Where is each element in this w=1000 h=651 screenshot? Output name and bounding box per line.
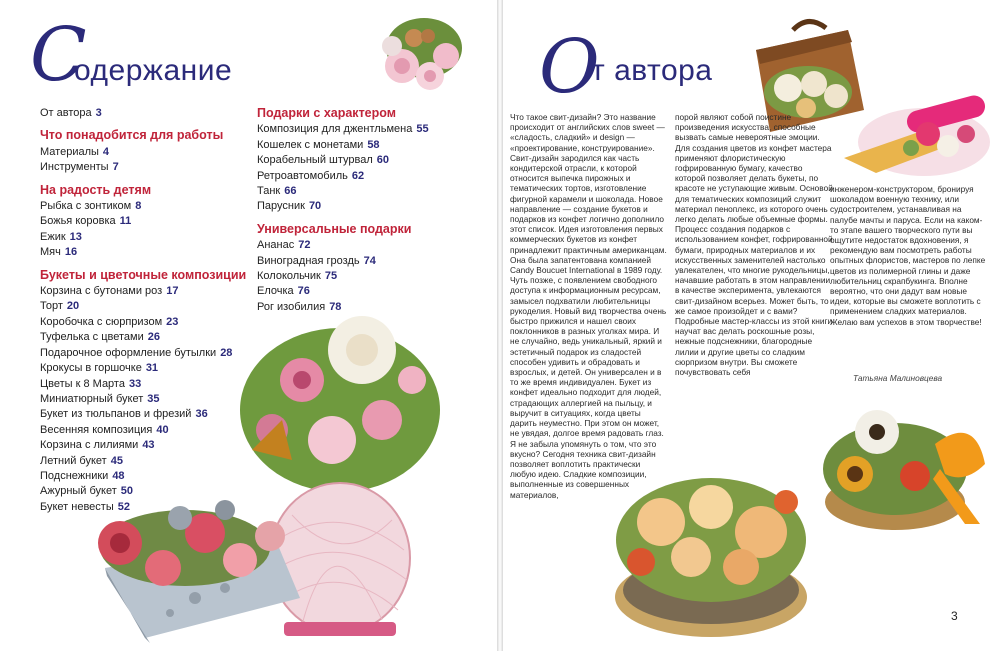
toc-entry[interactable]: [40, 407, 255, 422]
toc-page-number: 72: [298, 239, 311, 252]
candy-box-photo: [75, 488, 305, 643]
toc-section-heading: Универсальные подарки: [257, 221, 412, 236]
toc-entry-label: Туфелька с цветами: [40, 331, 144, 344]
toc-page-number: 31: [145, 362, 159, 375]
title-initial: С: [30, 12, 87, 98]
toc-entry[interactable]: [40, 361, 255, 376]
toc-page-number: 60: [376, 154, 390, 167]
tray-bouquet-photo: [611, 462, 816, 642]
toc-entry[interactable]: [40, 160, 255, 175]
toc-entry[interactable]: [40, 299, 255, 314]
toc-entry[interactable]: [257, 238, 457, 253]
toc-entry-label: Весенняя композиция: [40, 423, 153, 436]
toc-entry-label: От автора: [40, 107, 92, 119]
toc-page-number: 62: [351, 169, 365, 182]
page-title: т автора: [591, 54, 713, 87]
toc-entry[interactable]: [40, 145, 255, 160]
toc-entry[interactable]: [40, 346, 255, 361]
toc-entry-label: Корабельный штурвал: [257, 154, 373, 167]
toc-entry[interactable]: [40, 106, 255, 121]
toc-entry-label: Танк: [257, 185, 281, 198]
toc-entry-label: Парусник: [257, 200, 305, 213]
toc-entry-label: Букет из тюльпанов и фрезий: [40, 408, 192, 421]
toc-entry[interactable]: [40, 199, 255, 214]
toc-entry[interactable]: [257, 153, 457, 168]
right-page: [503, 0, 1000, 651]
toc-page-number: 66: [284, 185, 297, 198]
toc-entry-label: Торт: [40, 300, 63, 313]
toc-page-number: 78: [329, 300, 342, 313]
toc-entry-label: Колокольчик: [257, 270, 321, 283]
toc-page-number: 4: [102, 145, 110, 158]
sunflower-bouquet-photo: [815, 384, 995, 534]
toc-entry-label: Материалы: [40, 145, 99, 158]
toc-entry[interactable]: [257, 169, 457, 184]
toc-entry-label: Подарочное оформление бутылки: [40, 346, 217, 359]
toc-entry-label: Корзина с лилиями: [40, 439, 139, 452]
small-bouquet-photo: [372, 8, 472, 108]
toc-page-number: 11: [119, 215, 132, 228]
toc-entry[interactable]: [40, 214, 255, 229]
toc-entry-label: Рог изобилия: [257, 300, 326, 313]
toc-entry[interactable]: [40, 245, 255, 260]
toc-entry[interactable]: [257, 269, 457, 284]
toc-page-number: 13: [69, 230, 82, 243]
toc-page-number: 50: [120, 485, 134, 498]
toc-entry[interactable]: [40, 330, 255, 345]
toc-entry-label: Елочка: [257, 285, 294, 298]
toc-entry[interactable]: [257, 122, 457, 137]
toc-entry[interactable]: [40, 284, 255, 299]
toc-page-number: 55: [416, 123, 429, 136]
toc-entry-label: Цветы к 8 Марта: [40, 377, 125, 390]
toc-page-number: 76: [297, 285, 310, 298]
toc-entry-label: Ретроавтомобиль: [257, 169, 348, 182]
page-number: 3: [951, 609, 958, 623]
article-column-2: порой являют собой поистине произведения искусства, способные вызвать самые невероятные эмоции. Для создания цветов из конфет мастера применяют флористическую гофрированную бумагу, качество которой позволяет делать букеты, по красоте не уступающие живым. Основой для тематических композиций служит материал пеноплекс, из которого очень легко делать любые объемные формы. Процесс создания подарков с использованием конфет, гофрированной бумаги, природных материалов и их искусственных заменителей настолько увлекателен, что многие рукодельницы, начавшие работать в этом направлении в качестве эксперимента, увлекаются свит-дизайном всерьез. Может быть, то же самое произойдет и с вами? Подробные мастер-классы из этой книги научат вас делать роскошные розы, нежные подснежники, благородные лилии и другие цветы со сладким сюрпризом внутри. Вы сможете почувствовать себя: [675, 112, 833, 378]
article-column-3: инженером-конструктором, бронируя шоколадом военную технику, или судостроителем, устанавливая на палубе мачты и паруса. Если на каком-то этапе вашего творческого пути вы ощутите недостаток вдохновения, я рекомендую вам посмотреть работы опытных флористов, мастеров по лепке цветов из полимерной глины и даже любительниц скрапбукинга. Вполне вероятно, что они дадут вам новые идеи, которые вы сможете воплотить с применением сладких материалов. Желаю вам успехов в этом творчестве!: [830, 184, 986, 327]
toc-page-number: 40: [156, 423, 169, 436]
quill-composition-photo: [836, 88, 991, 180]
toc-entry-label: Букет невесты: [40, 500, 114, 513]
toc-entry-label: Виноградная гроздь: [257, 254, 360, 267]
toc-page-number: 58: [367, 138, 380, 151]
toc-entry[interactable]: [257, 184, 457, 199]
toc-entry[interactable]: [40, 377, 255, 392]
toc-entry-label: Рыбка с зонтиком: [40, 200, 132, 213]
toc-entry-label: Ананас: [257, 239, 295, 252]
toc-section-heading: Букеты и цветочные композиции: [40, 267, 247, 282]
toc-entry-label: Ежик: [40, 230, 66, 243]
toc-column-2: [257, 106, 457, 315]
toc-page-number: 74: [363, 254, 376, 267]
toc-entry-label: Инструменты: [40, 161, 109, 174]
toc-entry-label: Ажурный букет: [40, 485, 117, 498]
author-signature: Татьяна Малиновцева: [853, 373, 943, 383]
page-title: одержание: [74, 54, 233, 87]
toc-entry[interactable]: [257, 199, 457, 214]
toc-entry[interactable]: [40, 230, 255, 245]
toc-entry[interactable]: [40, 315, 255, 330]
toc-page-number: 23: [166, 315, 179, 328]
toc-entry[interactable]: [257, 138, 457, 153]
toc-entry-label: Божья коровка: [40, 215, 116, 228]
toc-page-number: 7: [112, 161, 119, 174]
toc-entry[interactable]: [257, 284, 457, 299]
article-column-1: Что такое свит-дизайн? Это название происходит от английских слов sweet — «сладость, сладкий» и design — «проектирование, конструирование». Свит-дизайн зародился как часть кондитерской отрасли, к которой относится выпечка пирожных и тематических тортов, изготовление фигурной карамели и шоколада. Новое направление — создание букетов и подарков из конфет логично дополнило этот список. Идея изготовления первых коммерческих букетов из конфет принадлежит практичным американцам. Она была запатентована компанией Candy Boucuet International в 1989 году. Чуть позже, с появлением свободного доступа к информационным ресурсам, замысел подхватили любительницы рукоделия. Новый вид творчества очень быстро прижился и нашел своих поклонников в разных уголках мира. И не случайно, ведь уникальный, яркий и эстетичный подарок из сладостей способен удивить и обрадовать и взрослых, и детей. Он универсален и в то же время индивидуален. Букет из конфет идеально подходит для людей, страдающих аллергией на пыльцу, и выручит в ситуациях, когда цветы дарить неуместно. При этом он может, не увядая, долгое время радовать глаз. Я не забыла упомянуть о том, что это вкусно? Сегодня техника свит-дизайн позволяет воплотить практически любую идею. Сладкие композиции, выполненные из совершенных материалов,: [510, 112, 667, 500]
title-initial: О: [539, 24, 600, 110]
toc-page-number: 70: [308, 200, 322, 213]
toc-page-number: 43: [142, 439, 155, 452]
toc-entry[interactable]: [40, 438, 255, 453]
toc-entry[interactable]: [40, 469, 255, 484]
toc-entry[interactable]: [40, 454, 255, 469]
toc-section-heading: Что понадобится для работы: [40, 128, 224, 143]
toc-entry-label: Коробочка с сюрпризом: [40, 315, 163, 328]
toc-entry-label: Корзина с бутонами роз: [40, 285, 163, 298]
toc-page-number: 48: [112, 469, 125, 482]
toc-entry-label: Мяч: [40, 246, 61, 259]
toc-entry-label: Композиция для джентльмена: [257, 123, 413, 136]
toc-column-1: [40, 106, 255, 515]
toc-entry-label: Крокусы в горшочке: [40, 362, 142, 375]
toc-entry-label: Летний букет: [40, 454, 107, 467]
toc-page-number: 26: [147, 331, 160, 344]
toc-entry-label: Кошелек с монетами: [257, 138, 364, 151]
toc-entry[interactable]: [257, 254, 457, 269]
toc-page-number: 52: [117, 500, 130, 513]
toc-page-number: 16: [64, 246, 78, 259]
toc-page-number: 17: [166, 285, 179, 298]
toc-page-number: 35: [147, 392, 160, 405]
toc-page-number: 33: [128, 377, 142, 390]
toc-entry[interactable]: [40, 392, 255, 407]
toc-section-heading: Подарки с характером: [257, 106, 396, 120]
toc-page-number: 8: [135, 200, 142, 213]
toc-entry-label: Подснежники: [40, 469, 109, 482]
toc-page-number: 3: [95, 107, 102, 119]
toc-entry-label: Миниатюрный букет: [40, 392, 144, 405]
toc-page-number: 20: [66, 300, 80, 313]
toc-page-number: 75: [324, 270, 338, 283]
toc-section-heading: На радость детям: [40, 182, 152, 197]
toc-entry[interactable]: [40, 423, 255, 438]
toc-page-number: 45: [110, 454, 123, 467]
toc-page-number: 36: [195, 408, 208, 421]
left-page: [0, 0, 497, 651]
toc-page-number: 28: [220, 346, 233, 359]
